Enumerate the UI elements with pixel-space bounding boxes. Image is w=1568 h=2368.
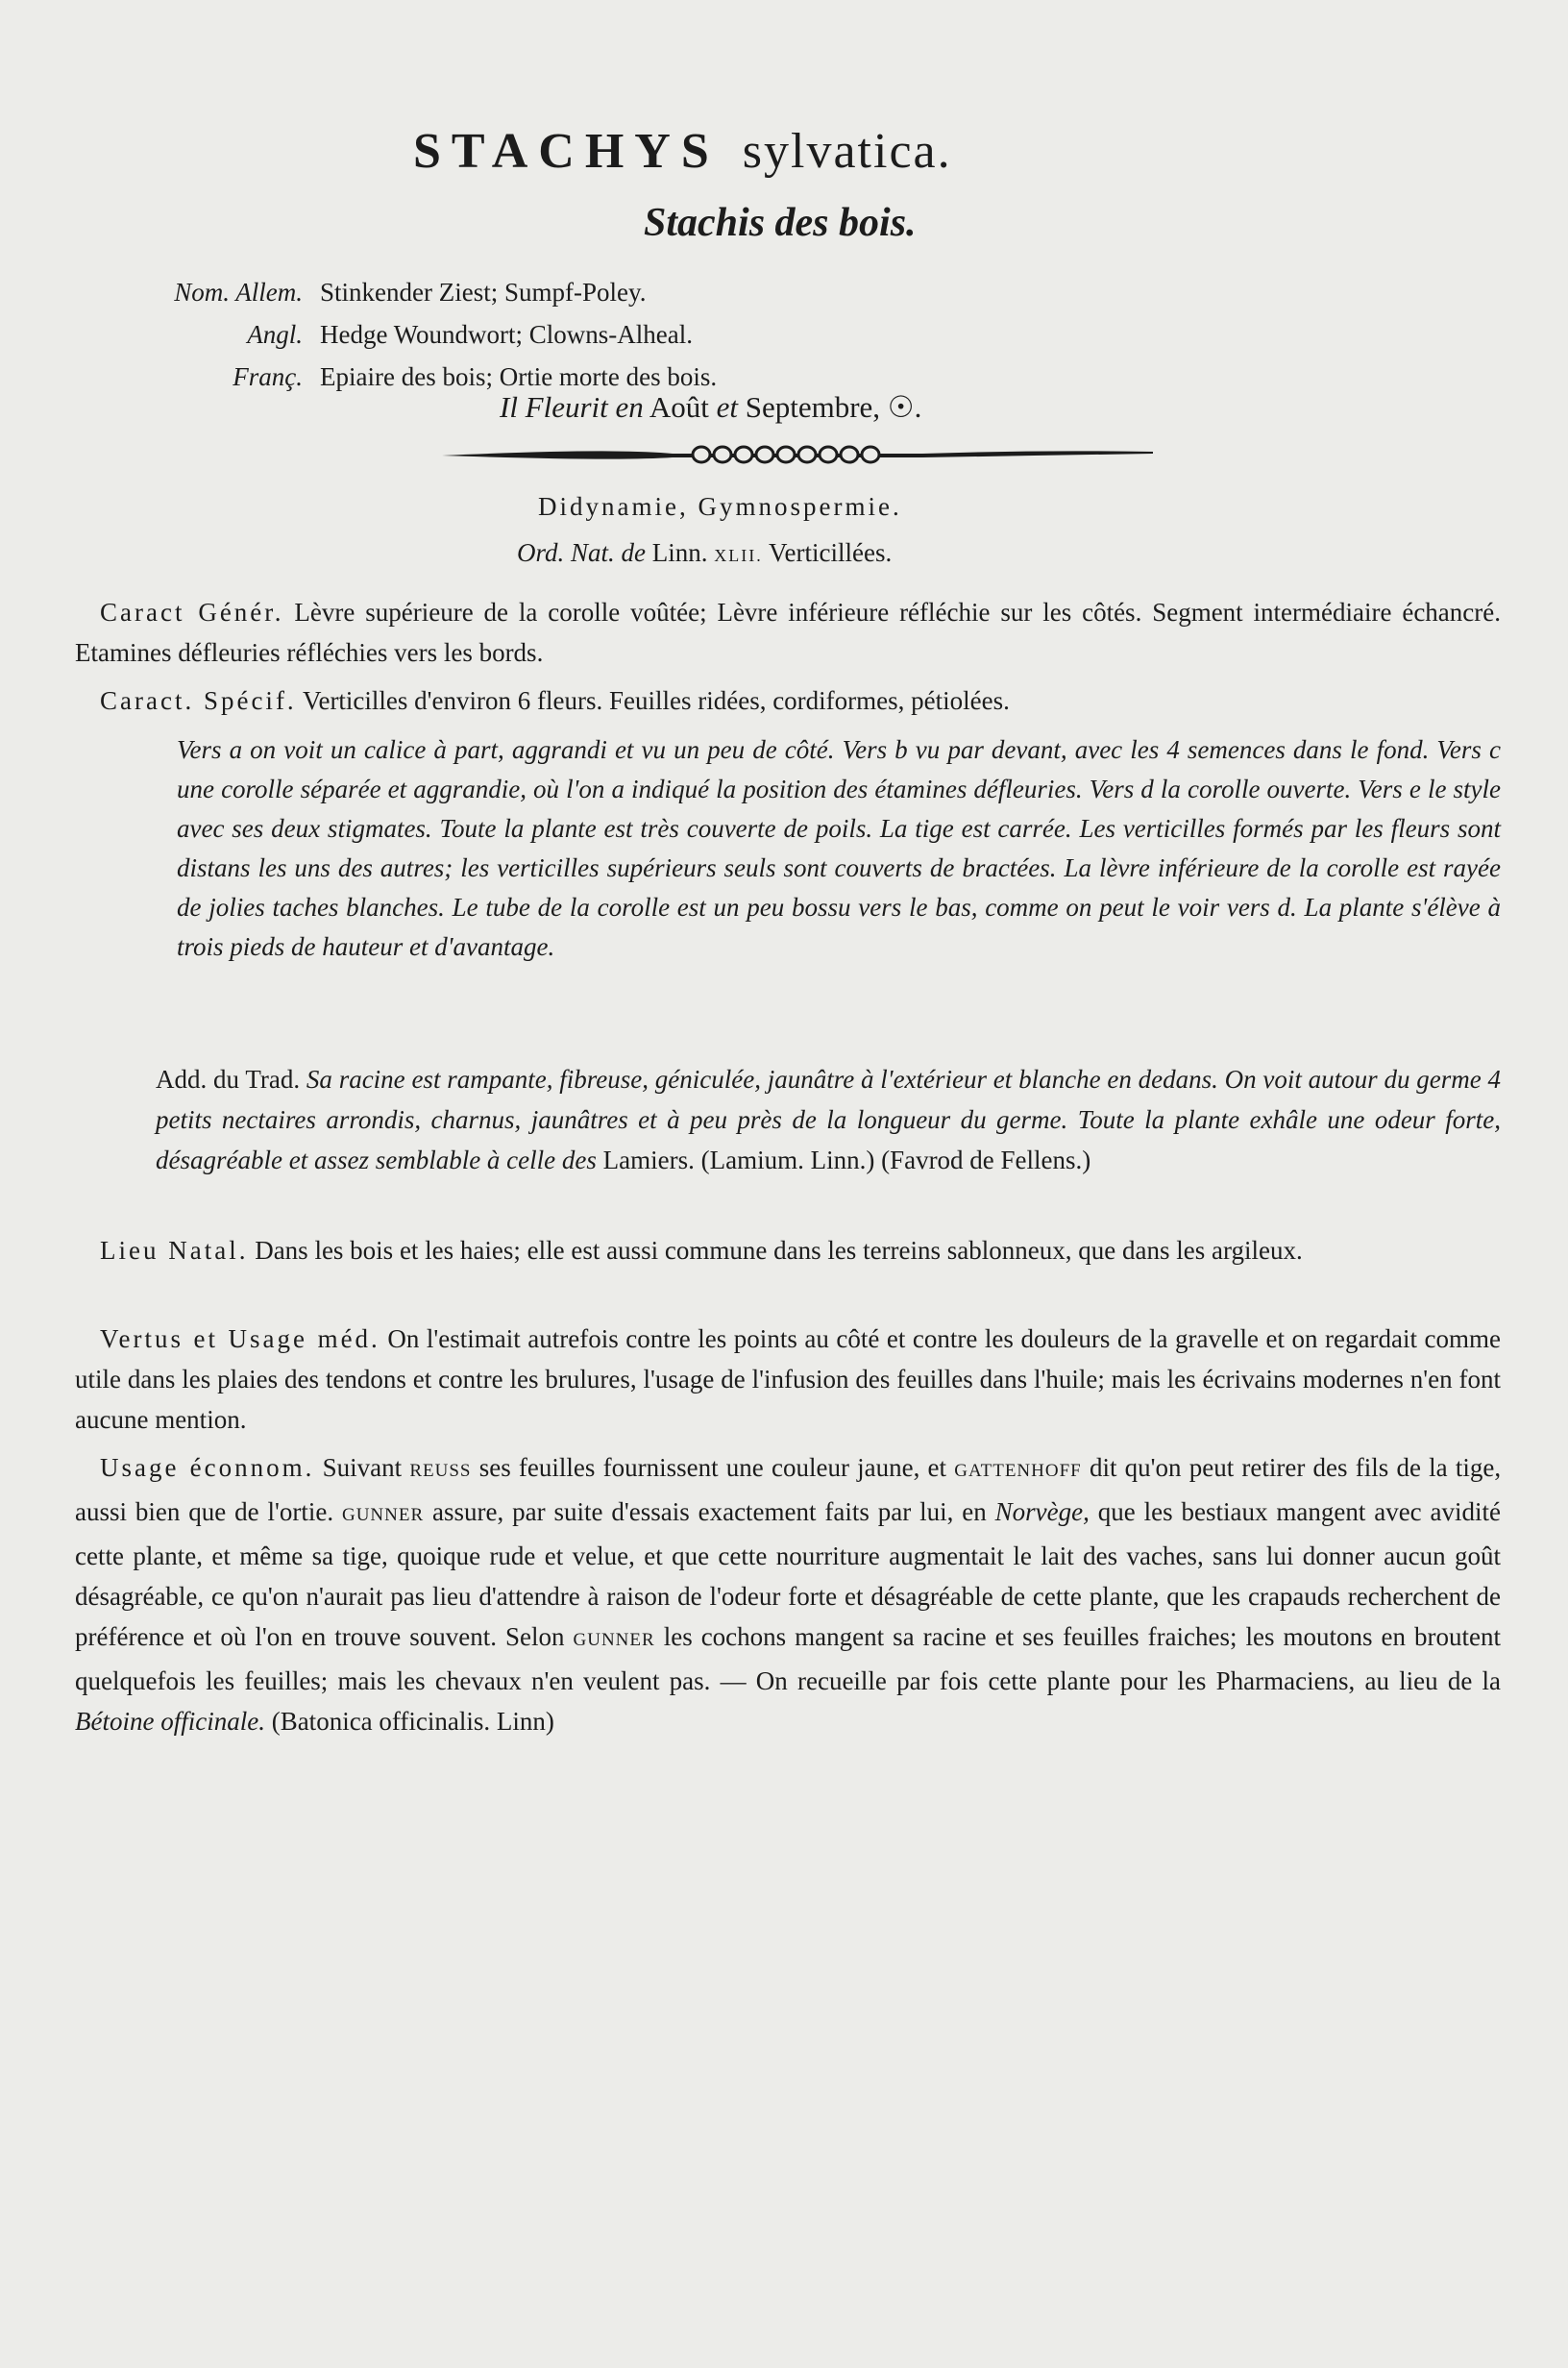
figure-description: Vers a on voit un calice à part, aggrandi et vu un peu de côté. Vers b vu par devant, avec les 4 semences dans le fond. Vers c une corolle séparée et aggrandie, où l'on a indiqué la position des étamines défleuries. Vers d la corolle ouverte. Vers e le style avec ses deux stigmates. Toute la plante est très couverte de poils. La tige est carrée. Les verticilles formés par les fleurs sont distans les uns des autres; les verticilles supérieurs seuls sont couverts de bractées. La lèvre inférieure de la corolle est rayée de jolies taches blanches. Le tube de la corolle est un peu bossu vers le bas, comme on peut le voir vers d. La plante s'élève à trois pieds de hauteur et d'avantage. [177, 735, 1501, 961]
section-text: Sa racine est rampante, fibreuse, géniculée, jaunâtre à l'extérieur et blanche en dedans. On voit autour du germe 4 petits nectaires arrondis, charnus, jaunâtres et à peu près de la longueur du germe. Toute la plante exhâle une odeur forte, désagréable et assez semblable à celle des [156, 1065, 1502, 1174]
name-row [106, 313, 717, 356]
section-label: Usage éconnom. [100, 1453, 315, 1482]
flowering-month-a: Août [649, 390, 709, 424]
genus-name: STACHYS [413, 124, 720, 179]
section-text: On l'estimait autrefois contre les points au côté et contre les douleurs de la gravelle et on regardait comme utile dans les plaies des tendons et contre les brulures, l'usage de l'infusion des feuilles dans l'huile; mais les écrivains modernes n'en font aucune mention. [75, 1324, 1502, 1434]
translator-addition [156, 1059, 1501, 1180]
translator-name: (Favrod de Fellens.) [881, 1146, 1091, 1174]
name-value: Stinkender Ziest; Sumpf-Poley. [320, 278, 647, 307]
section-text: les cochons mangent sa racine et ses feuilles fraiches; les moutons en broutent quelquefois les feuilles; mais les chevaux n'en veulent pas. — On recueille par fois cette plante pour les Pharmaciens, au lieu de la [75, 1622, 1502, 1695]
native-habitat [75, 1230, 1501, 1270]
section-text: dit qu'on peut retirer des fils de la tige, aussi bien que de l'ortie. [75, 1453, 1502, 1526]
ornamental-divider [442, 442, 1153, 467]
name-label: Nom. Allem. [174, 278, 303, 307]
french-common-name: Stachis des bois. [644, 201, 917, 245]
section-text: Suivant [322, 1453, 403, 1482]
species-name: sylvatica. [742, 124, 952, 179]
author-reuss: REUSS [409, 1461, 472, 1481]
batonica-reference: (Batonica officinalis. Linn) [271, 1707, 554, 1736]
place-norvege: Norvège, [994, 1497, 1090, 1526]
section-text: que les bestiaux mangent avec avidité cette plante, et même sa tige, quoique rude et velue, et que cette nourriture augmentait le lait des vaches, sans lui donner aucun goût désagréable, ce qu'on n'aurait pas lieu d'attendre à raison de l'odeur forte et désagréable de cette plante, que les crapauds recherchent de préférence et où l'on en trouve souvent. Selon [75, 1497, 1502, 1651]
name-value: Hedge Woundwort; Clowns-Alheal. [320, 320, 694, 349]
author-gunner: GUNNER [573, 1630, 655, 1650]
section-text: ses feuilles fournissent une couleur jaune, et [478, 1453, 947, 1482]
name-label: Franç. [233, 362, 303, 391]
section-label: Add. du Trad. [156, 1065, 301, 1094]
flowering-and: et [716, 390, 738, 424]
generic-character [75, 592, 1501, 673]
section-label: Vertus et Usage méd. [100, 1324, 380, 1353]
page-title [413, 123, 1182, 180]
flowering-month-b: Septembre, [745, 390, 881, 424]
name-row [106, 271, 717, 313]
author-gunner: GUNNER [341, 1505, 425, 1525]
name-value: Epiaire des bois; Ortie morte des bois. [320, 362, 718, 391]
lamiers-name: Lamiers. [602, 1146, 695, 1174]
ord-label: Ord. Nat. de [517, 538, 646, 567]
lamium-reference: (Lamium. Linn.) [700, 1146, 875, 1174]
flowering-prefix: Il Fleurit en [500, 390, 644, 424]
section-text: Verticilles d'environ 6 fleurs. Feuilles ridées, cordiformes, pétiolées. [302, 686, 1010, 715]
medicinal-use [75, 1319, 1501, 1440]
section-text: Lèvre supérieure de la corolle voûtée; Lèvre inférieure réfléchie sur les côtés. Segment intermédiaire échancré. Etamines défleuries réfléchies vers les bords. [75, 598, 1502, 667]
section-text: assure, par suite d'essais exactement faits par lui, en [432, 1497, 987, 1526]
specific-character [75, 680, 1501, 721]
flowering-period [500, 390, 921, 425]
order-number: XLII. [714, 546, 763, 565]
section-label: Caract Génér. [100, 598, 284, 627]
natural-order [517, 538, 892, 568]
section-label: Lieu Natal. [100, 1236, 249, 1265]
linnaean-class: Didynamie, Gymnospermie. [538, 492, 902, 521]
linn-label: Linn. [651, 538, 708, 567]
family-name: Verticillées. [769, 538, 893, 567]
author-gattenhoff: GATTENHOFF [954, 1461, 1082, 1481]
vernacular-names [106, 271, 717, 398]
annual-symbol-icon: ☉. [887, 390, 922, 424]
section-text: Dans les bois et les haies; elle est aussi commune dans les terreins sablonneux, que dans les argileux. [255, 1236, 1303, 1265]
betoine-name: Bétoine officinale. [75, 1707, 265, 1736]
name-label: Angl. [247, 320, 303, 349]
section-label: Caract. Spécif. [100, 686, 297, 715]
economic-use [75, 1447, 1501, 1741]
